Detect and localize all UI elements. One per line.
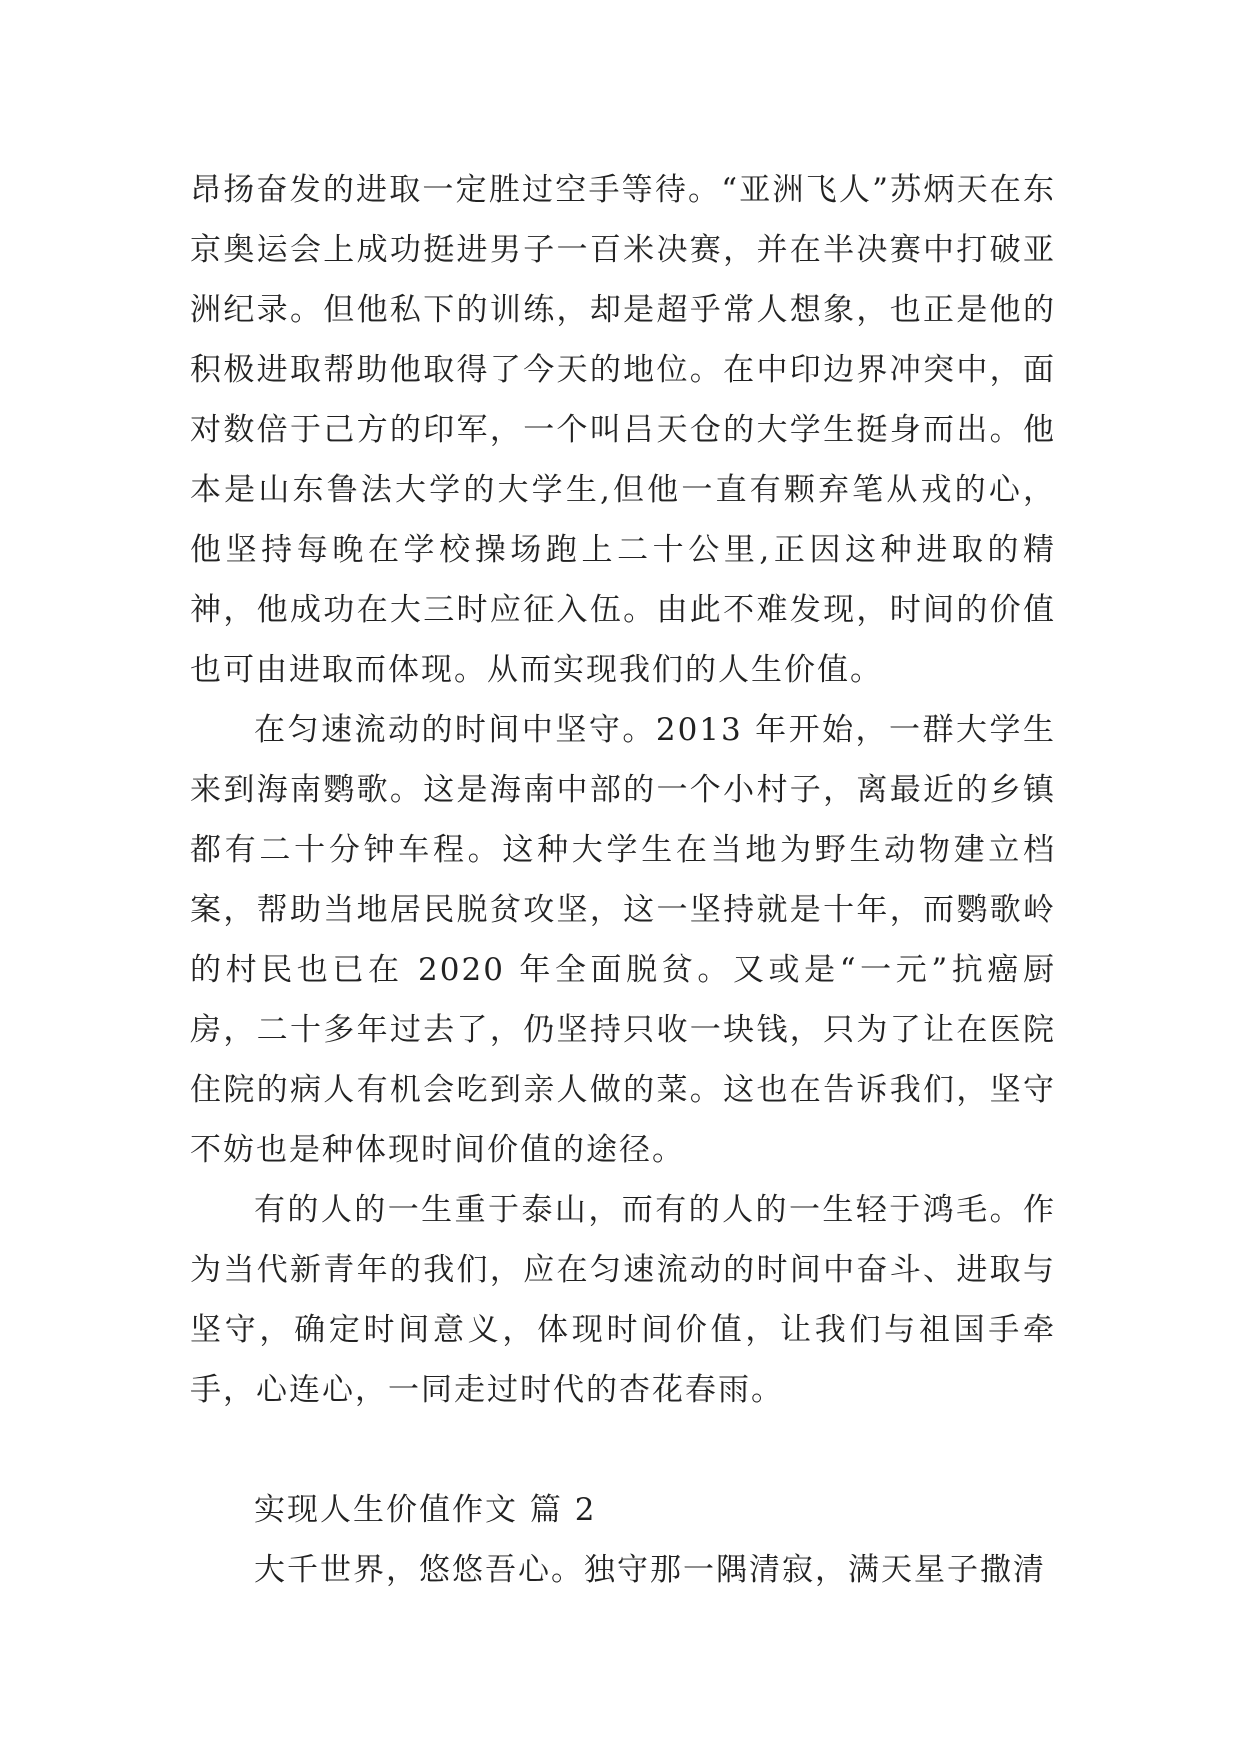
paragraph-next-section-start: 大千世界，悠悠吾心。独守那一隅清寂，满天星子撒清	[254, 1552, 1046, 1588]
paragraph-persistence: 在匀速流动的时间中坚守。2013 年开始，一群大学生来到海南鹦歌。这是海南中部的一个小村子，离最近的乡镇都有二十分钟车程。这种大学生在当地为野生动物建立档案，帮助当地居民脱贫攻坚，这一坚持就是十年，而鹦歌岭的村民也已在 2020 年全面脱贫。又或是“一元”抗癌厨房，二十多年过去了，仍坚持只收一块钱，只为了让在医院住院的病人有机会吃到亲人做的菜。这也在告诉我们，坚守不妨也是种体现时间价值的途径。	[190, 712, 1056, 1168]
document-body	[190, 160, 1056, 1600]
section-heading: 实现人生价值作文 篇 2	[254, 1492, 597, 1528]
section-spacer	[190, 1420, 1056, 1480]
paragraph-conclusion: 有的人的一生重于泰山，而有的人的一生轻于鸿毛。作为当代新青年的我们，应在匀速流动的时间中奋斗、进取与坚守，确定时间意义，体现时间价值，让我们与祖国手牵手，心连心，一同走过时代的杏花春雨。	[190, 1192, 1056, 1408]
paragraph-progress: 昂扬奋发的进取一定胜过空手等待。“亚洲飞人”苏炳天在东京奥运会上成功挺进男子一百米决赛，并在半决赛中打破亚洲纪录。但他私下的训练，却是超乎常人想象，也正是他的积极进取帮助他取得了今天的地位。在中印边界冲突中，面对数倍于己方的印军，一个叫吕天仓的大学生挺身而出。他本是山东鲁法大学的大学生,但他一直有颗弃笔从戎的心，他坚持每晚在学校操场跑上二十公里,正因这种进取的精神，他成功在大三时应征入伍。由此不难发现，时间的价值也可由进取而体现。从而实现我们的人生价值。	[190, 172, 1056, 688]
